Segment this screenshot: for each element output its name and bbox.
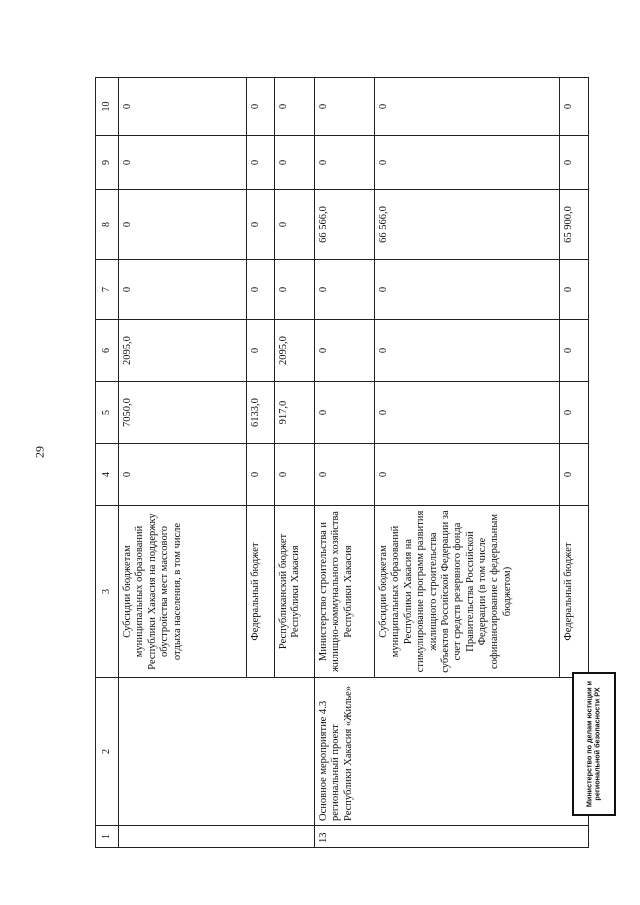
value-cell: 0 [315,260,375,320]
value-cell: 0 [247,260,275,320]
value-cell: 0 [375,444,560,506]
value-cell: 0 [275,260,315,320]
row-number-cell [119,826,315,848]
value-cell: 0 [560,382,589,444]
value-cell: 2095,0 [275,320,315,382]
header-cell: 10 [96,78,119,136]
header-row [96,78,119,848]
budget-table [95,77,589,848]
value-cell: 917,0 [275,382,315,444]
value-cell: 0 [375,320,560,382]
event-name-cell: Основное мероприятие 4.3 региональный проект Республики Хакасия «Жилье» [315,678,589,826]
page-number: 29 [32,446,47,458]
header-cell: 9 [96,136,119,190]
value-cell: 66 566,0 [375,190,560,260]
value-cell: 0 [315,320,375,382]
ministry-stamp [572,672,616,816]
value-cell: 0 [275,444,315,506]
header-cell: 8 [96,190,119,260]
header-cell: 2 [96,678,119,826]
value-cell: 0 [560,78,589,136]
value-cell: 65 900,0 [560,190,589,260]
header-cell: 1 [96,826,119,848]
stamp-text: Министерство по делам юстиции и региональной безопасности РХ [584,680,602,808]
row-number-cell: 13 [315,826,589,848]
description-cell: Республиканский бюджет Республики Хакасия [275,506,315,678]
value-cell: 2095,0 [119,320,247,382]
value-cell: 0 [560,136,589,190]
value-cell: 0 [247,78,275,136]
value-cell: 0 [315,382,375,444]
budget-table-rotated [95,78,585,848]
table-row [119,78,247,848]
value-cell: 0 [119,190,247,260]
header-cell: 4 [96,444,119,506]
header-cell: 7 [96,260,119,320]
value-cell: 0 [247,320,275,382]
value-cell: 0 [375,260,560,320]
value-cell: 66 566,0 [315,190,375,260]
description-cell: Федеральный бюджет [560,506,589,678]
value-cell: 0 [315,444,375,506]
value-cell: 0 [315,78,375,136]
value-cell: 6133,0 [247,382,275,444]
value-cell: 0 [560,260,589,320]
header-cell: 6 [96,320,119,382]
value-cell: 0 [247,444,275,506]
value-cell: 7050,0 [119,382,247,444]
description-cell: Федеральный бюджет [247,506,275,678]
description-cell: Субсидии бюджетам муниципальных образований Республики Хакасия на стимулирование программ развития жилищного строительства субъектов Российской Федерации за счет средств резервного фонда Правительства Российской Федерации (в том числе софинансирование с федеральным бюджетом) [375,506,560,678]
description-cell: Субсидии бюджетам муниципальных образований Республики Хакасия на поддержку обустройства мест массового отдыха населения, в том числе [119,506,247,678]
value-cell: 0 [247,190,275,260]
value-cell: 0 [275,78,315,136]
value-cell: 0 [247,136,275,190]
table-row [315,78,375,848]
value-cell: 0 [560,444,589,506]
event-name-cell [119,678,315,826]
value-cell: 0 [119,136,247,190]
header-cell: 3 [96,506,119,678]
value-cell: 0 [375,136,560,190]
header-cell: 5 [96,382,119,444]
value-cell: 0 [375,382,560,444]
value-cell: 0 [119,260,247,320]
value-cell: 0 [119,444,247,506]
value-cell: 0 [375,78,560,136]
value-cell: 0 [275,136,315,190]
value-cell: 0 [315,136,375,190]
value-cell: 0 [119,78,247,136]
description-cell: Министерство строительства и жилищно-коммунального хозяйства Республики Хакасия [315,506,375,678]
value-cell: 0 [275,190,315,260]
value-cell: 0 [560,320,589,382]
